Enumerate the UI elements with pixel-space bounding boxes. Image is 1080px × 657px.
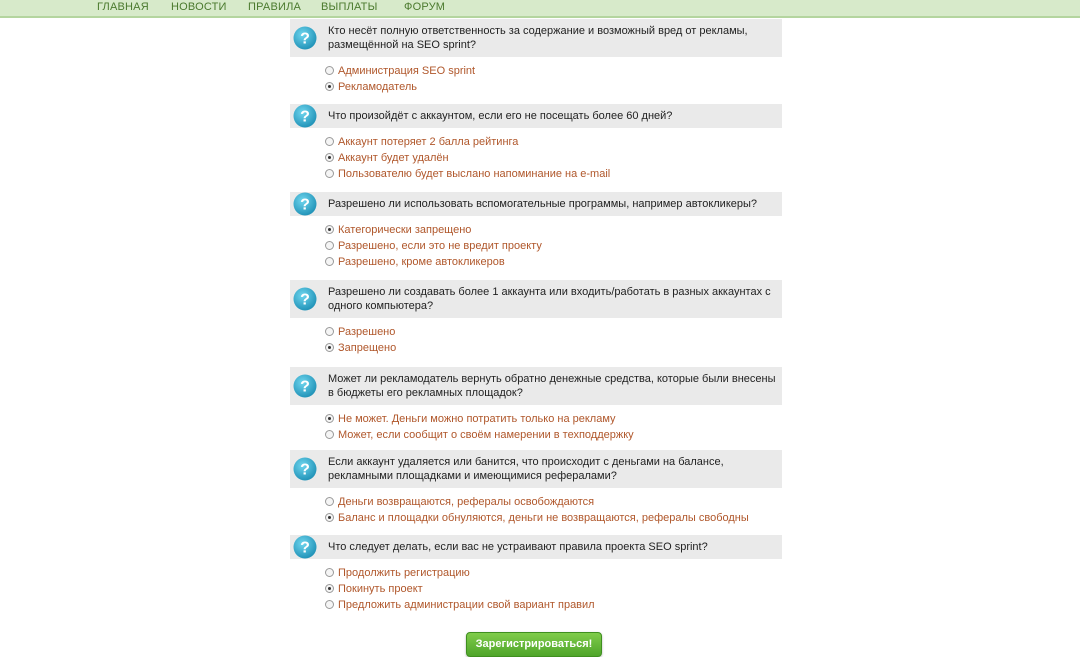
radio-button[interactable] — [325, 241, 334, 250]
answer-label: Разрешено, кроме автокликеров — [338, 256, 505, 268]
answer-label: Предложить администрации свой вариант правил — [338, 599, 595, 611]
radio-button[interactable] — [325, 137, 334, 146]
radio-button[interactable] — [325, 343, 334, 352]
answer-option[interactable] — [325, 63, 782, 79]
top-navigation — [0, 0, 1080, 18]
answer-label: Покинуть проект — [338, 583, 423, 595]
answer-option[interactable] — [325, 510, 782, 526]
svg-text:?: ? — [300, 291, 310, 309]
answer-option[interactable] — [325, 222, 782, 238]
question-text: Что произойдёт с аккаунтом, если его не посещать более 60 дней? — [328, 110, 673, 122]
radio-button[interactable] — [325, 430, 334, 439]
radio-button[interactable] — [325, 169, 334, 178]
svg-text:?: ? — [300, 30, 310, 48]
radio-button[interactable] — [325, 153, 334, 162]
answer-option[interactable] — [325, 166, 782, 182]
question-text: Кто несёт полную ответственность за содержание и возможный вред от рекламы, размещённой на SEO sprint? — [328, 25, 748, 51]
question-header — [290, 535, 782, 559]
answer-option[interactable] — [325, 340, 782, 356]
question-header — [290, 192, 782, 216]
answer-label: Не может. Деньги можно потратить только на рекламу — [338, 413, 616, 425]
answer-option[interactable] — [325, 597, 782, 613]
answer-option[interactable] — [325, 565, 782, 581]
question-header — [290, 19, 782, 57]
answer-option[interactable] — [325, 150, 782, 166]
question-block — [287, 192, 782, 270]
radio-button[interactable] — [325, 257, 334, 266]
question-mark-icon — [293, 535, 317, 559]
svg-text:?: ? — [300, 539, 310, 557]
question-text: Что следует делать, если вас не устраивают правила проекта SEO sprint? — [328, 541, 708, 553]
question-text: Может ли рекламодатель вернуть обратно денежные средства, которые были внесены в бюджеты его рекламных площадок? — [328, 373, 776, 399]
question-block — [287, 104, 782, 182]
question-mark-icon — [293, 374, 317, 398]
answer-options — [287, 318, 782, 356]
nav-link-news[interactable]: НОВОСТИ — [171, 1, 227, 13]
answer-label: Продолжить регистрацию — [338, 567, 470, 579]
answer-label: Разрешено, если это не вредит проекту — [338, 240, 542, 252]
answer-options — [287, 559, 782, 613]
answer-label: Баланс и площадки обнуляются, деньги не возвращаются, рефералы свободны — [338, 512, 749, 524]
radio-button[interactable] — [325, 584, 334, 593]
nav-link-payouts[interactable]: ВЫПЛАТЫ — [321, 1, 378, 13]
radio-button[interactable] — [325, 497, 334, 506]
radio-button[interactable] — [325, 225, 334, 234]
answer-options — [287, 216, 782, 270]
answer-option[interactable] — [325, 324, 782, 340]
answer-option[interactable] — [325, 254, 782, 270]
nav-link-home[interactable]: ГЛАВНАЯ — [97, 1, 149, 13]
answer-option[interactable] — [325, 238, 782, 254]
nav-link-rules[interactable]: ПРАВИЛА — [248, 1, 302, 13]
radio-button[interactable] — [325, 82, 334, 91]
radio-button[interactable] — [325, 327, 334, 336]
question-header — [290, 450, 782, 488]
answer-option[interactable] — [325, 494, 782, 510]
radio-button[interactable] — [325, 513, 334, 522]
radio-button[interactable] — [325, 600, 334, 609]
svg-text:?: ? — [300, 196, 310, 214]
answer-label: Категорически запрещено — [338, 224, 472, 236]
question-block — [287, 535, 782, 613]
answer-options — [287, 488, 782, 526]
answer-label: Пользователю будет выслано напоминание на e-mail — [338, 168, 611, 180]
answer-label: Администрация SEO sprint — [338, 65, 476, 77]
radio-button[interactable] — [325, 66, 334, 75]
answer-label: Деньги возвращаются, рефералы освобождаются — [338, 496, 595, 508]
answer-label: Аккаунт будет удалён — [338, 152, 449, 164]
answer-option[interactable] — [325, 581, 782, 597]
answer-options — [287, 57, 782, 95]
answer-options — [287, 405, 782, 443]
svg-text:?: ? — [300, 378, 310, 396]
svg-text:?: ? — [300, 461, 310, 479]
answer-option[interactable] — [325, 411, 782, 427]
answer-label: Может, если сообщит о своём намерении в техподдержку — [338, 429, 634, 441]
question-header — [290, 104, 782, 128]
question-block — [287, 19, 782, 95]
question-header — [290, 280, 782, 318]
question-header — [290, 367, 782, 405]
answer-option[interactable] — [325, 79, 782, 95]
answer-option[interactable] — [325, 427, 782, 443]
nav-link-forum[interactable]: ФОРУМ — [404, 1, 446, 13]
svg-text:?: ? — [300, 108, 310, 126]
question-mark-icon — [293, 192, 317, 216]
answer-option[interactable] — [325, 134, 782, 150]
question-text: Разрешено ли создавать более 1 аккаунта или входить/работать в разных аккаунтах с одного компьютера? — [328, 286, 771, 312]
answer-options — [287, 128, 782, 182]
question-mark-icon — [293, 287, 317, 311]
question-block — [287, 450, 782, 526]
answer-label: Аккаунт потеряет 2 балла рейтинга — [338, 136, 519, 148]
question-text: Разрешено ли использовать вспомогательные программы, например автокликеры? — [328, 198, 758, 210]
question-mark-icon — [293, 26, 317, 50]
question-text: Если аккаунт удаляется или банится, что происходит с деньгами на балансе, рекламными площадками и имеющимися рефералами? — [328, 456, 724, 482]
question-mark-icon — [293, 104, 317, 128]
question-block — [287, 367, 782, 443]
register-button[interactable]: Зарегистрироваться! — [466, 632, 602, 657]
radio-button[interactable] — [325, 568, 334, 577]
answer-label: Разрешено — [338, 326, 396, 338]
question-block — [287, 280, 782, 356]
answer-label: Запрещено — [338, 342, 397, 354]
answer-label: Рекламодатель — [338, 81, 417, 93]
radio-button[interactable] — [325, 414, 334, 423]
question-mark-icon — [293, 457, 317, 481]
